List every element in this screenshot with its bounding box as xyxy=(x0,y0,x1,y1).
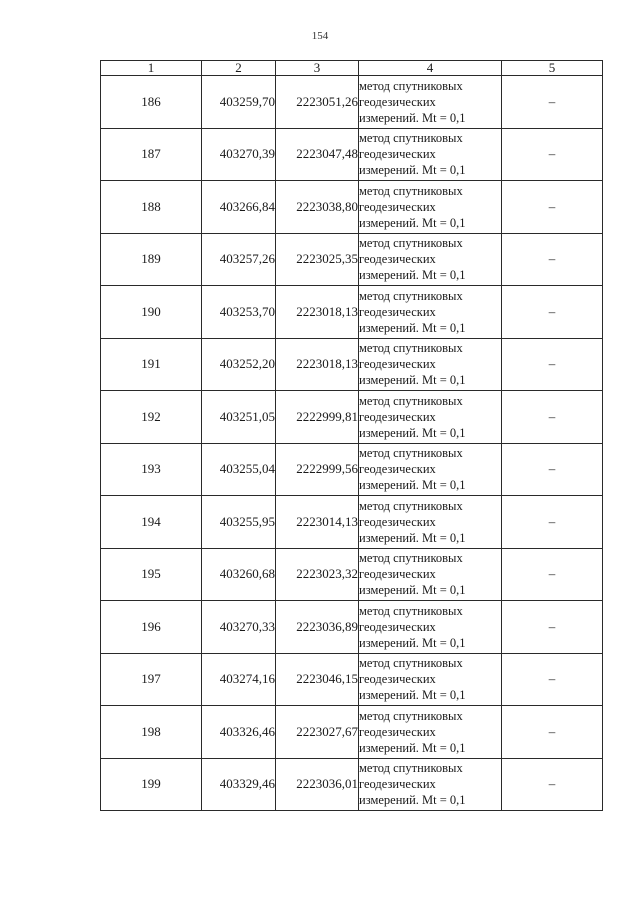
method-line: метод спутниковых xyxy=(359,603,463,618)
method-line: метод спутниковых xyxy=(359,183,463,198)
note-cell: – xyxy=(502,128,603,181)
coordinate-y: 2223018,13 xyxy=(276,286,359,339)
coordinate-x: 403274,16 xyxy=(202,653,276,706)
method-line: измерений. Mt = 0,1 xyxy=(359,478,466,493)
coordinate-y: 2223046,15 xyxy=(276,653,359,706)
point-number: 199 xyxy=(101,758,202,811)
note-cell: – xyxy=(502,76,603,129)
method-line: геодезических xyxy=(359,357,436,372)
coordinate-y: 2223038,80 xyxy=(276,181,359,234)
method-line: метод спутниковых xyxy=(359,498,463,513)
method-cell xyxy=(359,443,502,496)
method-cell xyxy=(359,181,502,234)
method-cell xyxy=(359,76,502,129)
method-line: измерений. Mt = 0,1 xyxy=(359,425,466,440)
point-number: 190 xyxy=(101,286,202,339)
note-cell: – xyxy=(502,181,603,234)
coordinate-x: 403270,33 xyxy=(202,601,276,654)
table-row xyxy=(101,758,603,811)
header-col-1: 1 xyxy=(101,61,202,76)
coordinate-x: 403255,95 xyxy=(202,496,276,549)
table-row xyxy=(101,76,603,129)
point-number: 192 xyxy=(101,391,202,444)
method-cell xyxy=(359,653,502,706)
method-line: метод спутниковых xyxy=(359,341,463,356)
table-row xyxy=(101,286,603,339)
table-body xyxy=(101,76,603,811)
method-line: метод спутниковых xyxy=(359,78,463,93)
table-row xyxy=(101,233,603,286)
method-cell xyxy=(359,706,502,759)
table-row xyxy=(101,181,603,234)
coordinates-table xyxy=(100,60,603,811)
coordinate-x: 403266,84 xyxy=(202,181,276,234)
point-number: 195 xyxy=(101,548,202,601)
note-cell: – xyxy=(502,443,603,496)
method-line: геодезических xyxy=(359,672,436,687)
coordinate-x: 403329,46 xyxy=(202,758,276,811)
note-cell: – xyxy=(502,233,603,286)
method-line: геодезических xyxy=(359,567,436,582)
table-row xyxy=(101,496,603,549)
note-cell: – xyxy=(502,286,603,339)
method-line: геодезических xyxy=(359,304,436,319)
table-row xyxy=(101,548,603,601)
coordinate-y: 2222999,81 xyxy=(276,391,359,444)
point-number: 187 xyxy=(101,128,202,181)
method-line: метод спутниковых xyxy=(359,131,463,146)
coordinate-y: 2222999,56 xyxy=(276,443,359,496)
method-line: измерений. Mt = 0,1 xyxy=(359,320,466,335)
note-cell: – xyxy=(502,496,603,549)
table-row xyxy=(101,338,603,391)
coordinate-y: 2223051,26 xyxy=(276,76,359,129)
point-number: 188 xyxy=(101,181,202,234)
coordinate-x: 403260,68 xyxy=(202,548,276,601)
point-number: 186 xyxy=(101,76,202,129)
coordinate-x: 403255,04 xyxy=(202,443,276,496)
point-number: 189 xyxy=(101,233,202,286)
table-row xyxy=(101,391,603,444)
method-line: измерений. Mt = 0,1 xyxy=(359,688,466,703)
method-cell xyxy=(359,391,502,444)
method-cell xyxy=(359,128,502,181)
header-col-5: 5 xyxy=(502,61,603,76)
point-number: 193 xyxy=(101,443,202,496)
method-line: измерений. Mt = 0,1 xyxy=(359,740,466,755)
header-col-2: 2 xyxy=(202,61,276,76)
method-line: геодезических xyxy=(359,462,436,477)
coordinate-y: 2223036,89 xyxy=(276,601,359,654)
coordinate-y: 2223018,13 xyxy=(276,338,359,391)
method-line: геодезических xyxy=(359,777,436,792)
method-line: метод спутниковых xyxy=(359,708,463,723)
coordinate-x: 403251,05 xyxy=(202,391,276,444)
method-line: метод спутниковых xyxy=(359,236,463,251)
coordinate-x: 403326,46 xyxy=(202,706,276,759)
method-line: геодезических xyxy=(359,94,436,109)
note-cell: – xyxy=(502,653,603,706)
table-header xyxy=(101,61,603,76)
method-line: геодезических xyxy=(359,199,436,214)
method-cell xyxy=(359,496,502,549)
point-number: 191 xyxy=(101,338,202,391)
coordinate-x: 403252,20 xyxy=(202,338,276,391)
note-cell: – xyxy=(502,338,603,391)
method-cell xyxy=(359,601,502,654)
method-cell xyxy=(359,286,502,339)
method-line: измерений. Mt = 0,1 xyxy=(359,215,466,230)
method-cell xyxy=(359,233,502,286)
method-line: измерений. Mt = 0,1 xyxy=(359,163,466,178)
coordinate-y: 2223014,13 xyxy=(276,496,359,549)
note-cell: – xyxy=(502,706,603,759)
note-cell: – xyxy=(502,601,603,654)
point-number: 194 xyxy=(101,496,202,549)
note-cell: – xyxy=(502,758,603,811)
coordinate-x: 403257,26 xyxy=(202,233,276,286)
header-row xyxy=(101,61,603,76)
coordinate-y: 2223025,35 xyxy=(276,233,359,286)
page-number: 154 xyxy=(311,30,329,42)
method-cell xyxy=(359,338,502,391)
method-line: геодезических xyxy=(359,514,436,529)
table-row xyxy=(101,706,603,759)
method-line: метод спутниковых xyxy=(359,656,463,671)
method-line: метод спутниковых xyxy=(359,551,463,566)
point-number: 197 xyxy=(101,653,202,706)
coordinate-y: 2223027,67 xyxy=(276,706,359,759)
method-cell xyxy=(359,548,502,601)
coordinate-y: 2223047,48 xyxy=(276,128,359,181)
table-row xyxy=(101,128,603,181)
method-line: измерений. Mt = 0,1 xyxy=(359,635,466,650)
method-line: метод спутниковых xyxy=(359,288,463,303)
method-line: измерений. Mt = 0,1 xyxy=(359,110,466,125)
table-row xyxy=(101,601,603,654)
method-line: метод спутниковых xyxy=(359,761,463,776)
method-cell xyxy=(359,758,502,811)
note-cell: – xyxy=(502,391,603,444)
coordinate-x: 403270,39 xyxy=(202,128,276,181)
point-number: 198 xyxy=(101,706,202,759)
table-row xyxy=(101,653,603,706)
point-number: 196 xyxy=(101,601,202,654)
coordinate-x: 403259,70 xyxy=(202,76,276,129)
header-col-4: 4 xyxy=(359,61,502,76)
coordinate-y: 2223023,32 xyxy=(276,548,359,601)
method-line: измерений. Mt = 0,1 xyxy=(359,268,466,283)
coordinate-x: 403253,70 xyxy=(202,286,276,339)
method-line: измерений. Mt = 0,1 xyxy=(359,530,466,545)
method-line: метод спутниковых xyxy=(359,446,463,461)
method-line: метод спутниковых xyxy=(359,393,463,408)
header-col-3: 3 xyxy=(276,61,359,76)
note-cell: – xyxy=(502,548,603,601)
method-line: измерений. Mt = 0,1 xyxy=(359,583,466,598)
method-line: геодезических xyxy=(359,252,436,267)
method-line: геодезических xyxy=(359,409,436,424)
method-line: геодезических xyxy=(359,724,436,739)
table-row xyxy=(101,443,603,496)
method-line: измерений. Mt = 0,1 xyxy=(359,373,466,388)
coordinate-y: 2223036,01 xyxy=(276,758,359,811)
method-line: геодезических xyxy=(359,619,436,634)
method-line: геодезических xyxy=(359,147,436,162)
method-line: измерений. Mt = 0,1 xyxy=(359,793,466,808)
